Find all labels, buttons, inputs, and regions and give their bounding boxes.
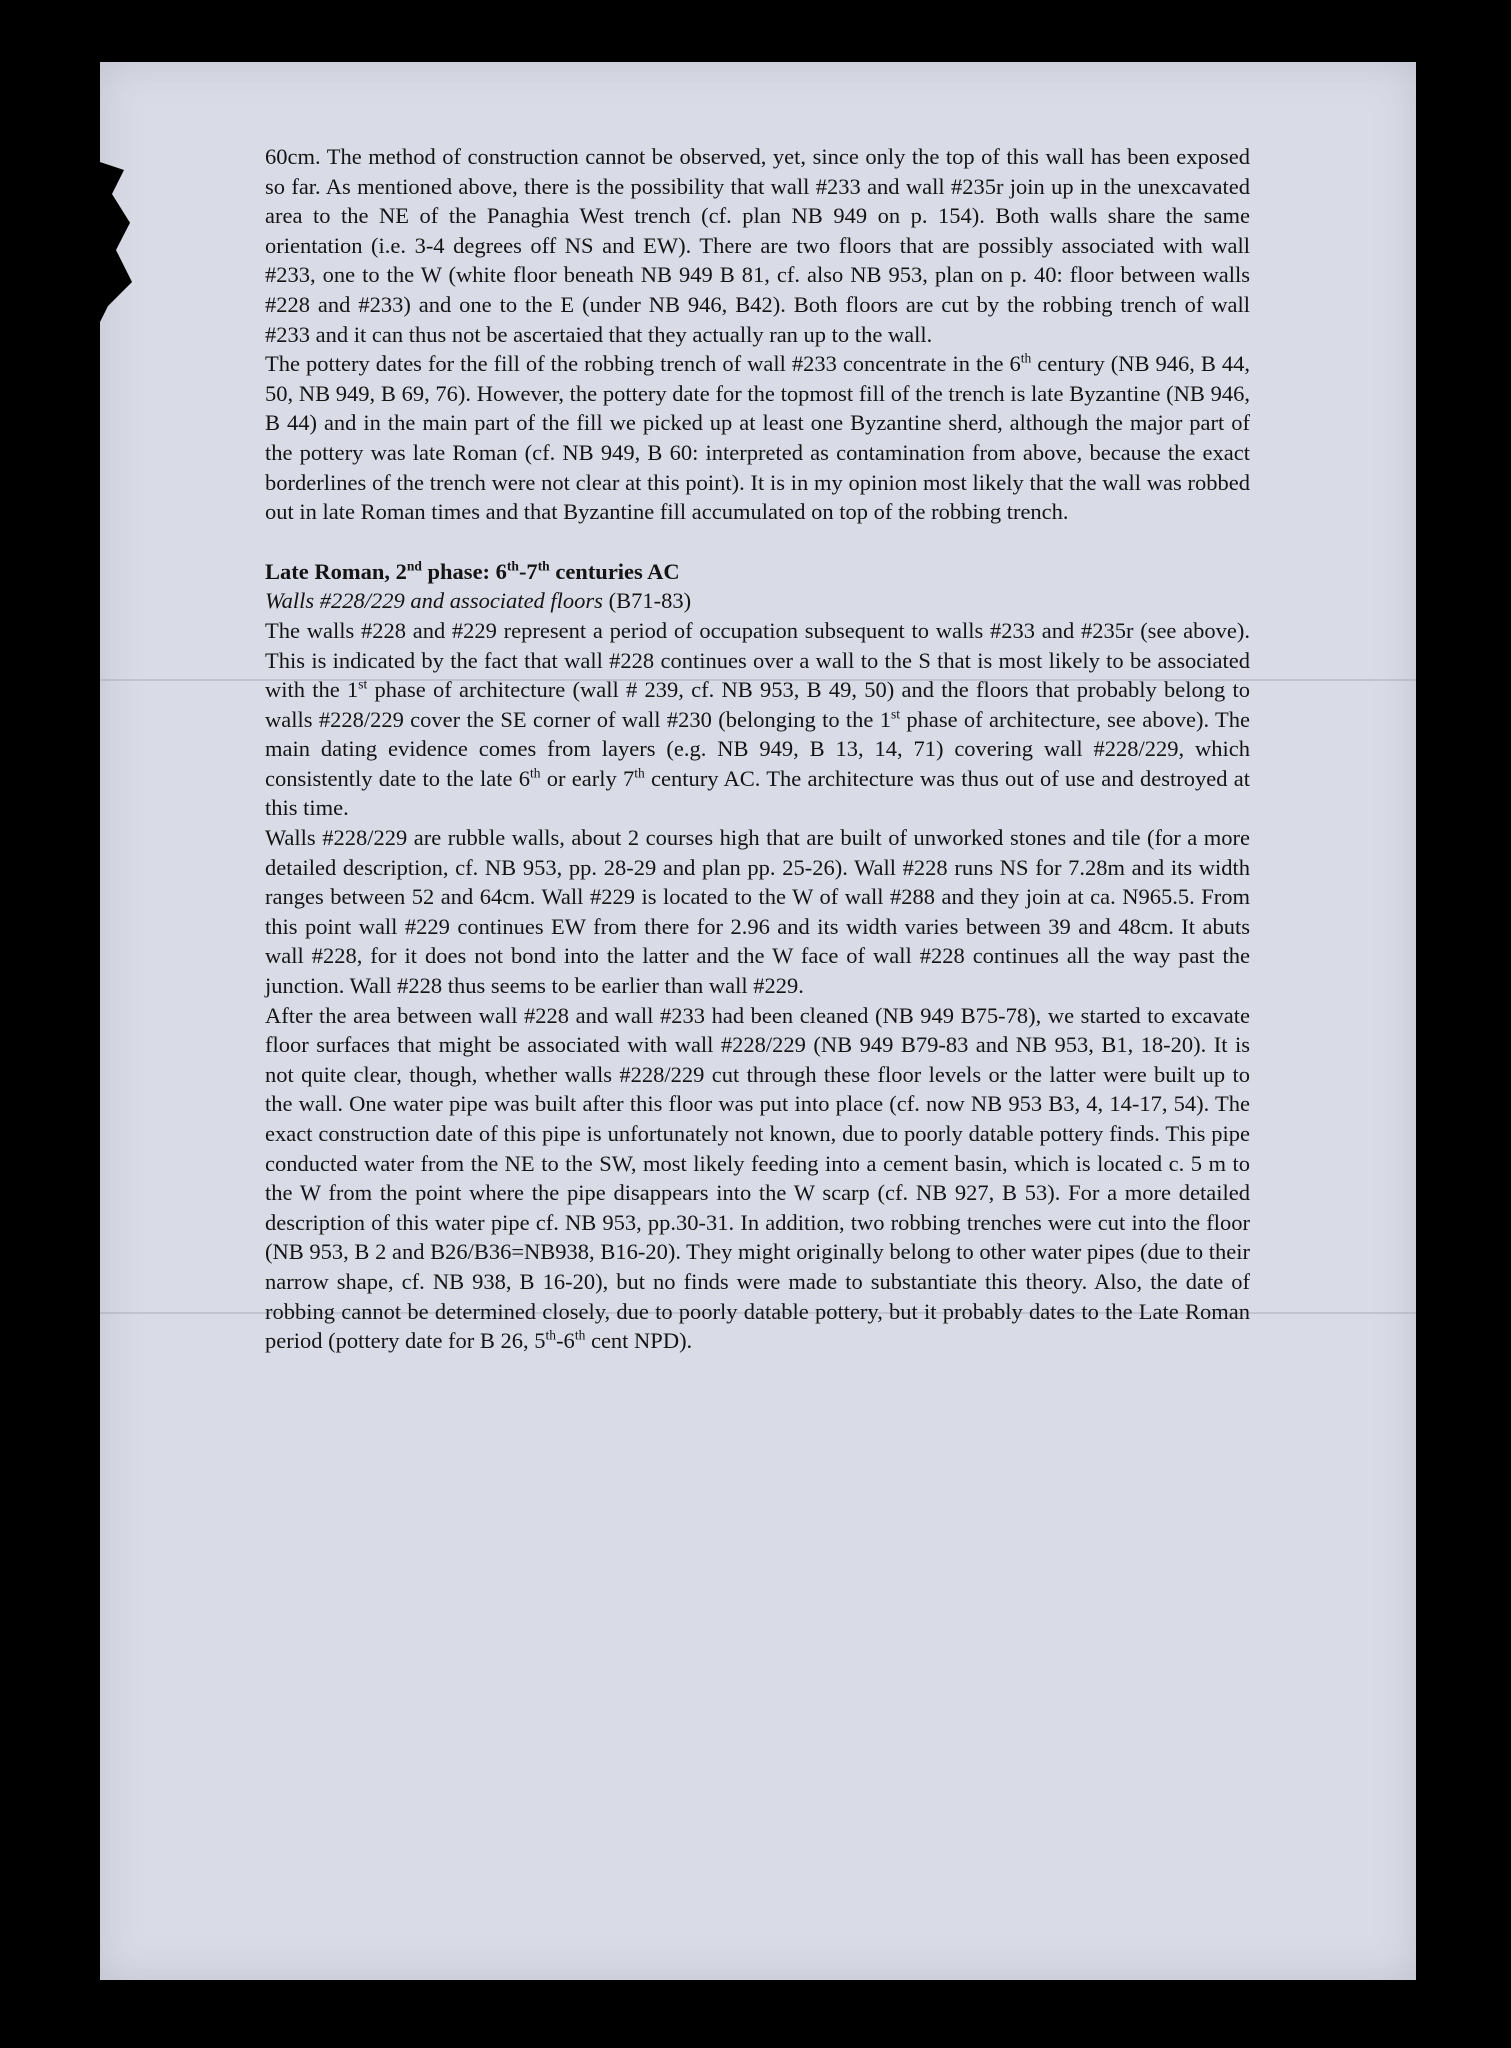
paragraph-3	[265, 616, 1250, 823]
heading-text-c: -7	[518, 558, 538, 584]
superscript: th	[574, 1327, 586, 1343]
paragraph-5	[265, 1001, 1250, 1356]
superscript: th	[530, 765, 541, 781]
paragraph-5-text-c: cent NPD).	[585, 1328, 693, 1354]
superscript: th	[545, 1327, 557, 1343]
paragraph-5-text-b: -6	[556, 1328, 575, 1354]
heading-text-a: Late Roman, 2	[265, 558, 407, 584]
subheading-range: (B71-83)	[602, 588, 692, 614]
paragraph-5-text-a: After the area between wall #228 and wall #233 had been cleaned (NB 949 B75-78), we started to excavate floor surfaces that might be associated with wall #228/229 (NB 949 B79-83 and NB 953, B1, 18-20). It is not quite clear, though, whether walls #228/229 cut through these floor levels or the latter were built up to the wall. One water pipe was built after this floor was put into place (cf. now NB 953 B3, 4, 14-17, 54). The exact construction date of this pipe is unfortunately not known, due to poorly datable pottery finds. This pipe conducted water from the NE to the SW, most likely feeding into a cement basin, which is located c. 5 m to the W from the point where the pipe disappears into the W scarp (cf. NB 927, B 53). For a more detailed description of this water pipe cf. NB 953, pp.30-31. In addition, two robbing trenches were cut into the floor (NB 953, B 2 and B26/B36=NB938, B16-20). They might originally belong to other water pipes (due to their narrow shape, cf. NB 938, B 16-20), but no finds were made to substantiate this theory. Also, the date of robbing cannot be determined closely, due to poorly datable pottery, but it probably dates to the Late Roman period (pottery date for B 26, 5	[265, 1002, 1250, 1354]
paragraph-3-text-c: phase of architecture, see above). The main dating evidence comes from layers (e.g. NB 949, B 13, 14, 71) covering wall #228/229, which consistently date to the late 6	[265, 706, 1250, 791]
paragraph-2	[265, 349, 1250, 527]
section-gap	[265, 527, 1250, 557]
heading-text-b: phase: 6	[421, 558, 507, 584]
paragraph-3-text-a: The walls #228 and #229 represent a period of occupation subsequent to walls #233 and #235r (see above). This is indicated by the fact that wall #228 continues over a wall to the S that is most likely to be associated with the 1	[265, 617, 1250, 703]
paragraph-3-text-e: century AC. The architecture was thus out of use and destroyed at this time.	[265, 765, 1250, 821]
document-body	[265, 142, 1250, 1356]
paragraph-3-text-d: or early 7	[540, 765, 635, 791]
paragraph-3-text-b: phase of architecture (wall # 239, cf. NB 953, B 49, 50) and the floors that probably belong to walls #228/229 cover the SE corner of wall #230 (belonging to the 1	[265, 677, 1250, 732]
paragraph-1: 60cm. The method of construction cannot be observed, yet, since only the top of this wall has been exposed so far. As mentioned above, there is the possibility that wall #233 and wall #235r join up in the unexcavated area to the NE of the Panaghia West trench (cf. plan NB 949 on p. 154). Both walls share the same orientation (i.e. 3-4 degrees off NS and EW). There are two floors that are possibly associated with wall #233, one to the W (white floor beneath NB 949 B 81, cf. also NB 953, plan on p. 40: floor between walls #228 and #233) and one to the E (under NB 946, B42). Both floors are cut by the robbing trench of wall #233 and it can thus not be ascertaied that they actually ran up to the wall.	[265, 144, 1250, 347]
torn-corner	[100, 162, 140, 322]
superscript: th	[537, 558, 550, 574]
heading-text-d: centuries AC	[549, 558, 680, 584]
superscript: th	[634, 765, 645, 781]
superscript: nd	[406, 558, 422, 574]
paragraph-2-text-a: The pottery dates for the fill of the robbing trench of wall #233 concentrate in the 6	[265, 351, 1021, 377]
superscript: st	[891, 706, 901, 722]
section-heading	[265, 557, 1250, 587]
superscript: th	[506, 558, 519, 574]
superscript: th	[1020, 350, 1032, 366]
paragraph-2-text-b: century (NB 946, B 44, 50, NB 949, B 69, 76). However, the pottery date for the topmost fill of the trench is late Byzantine (NB 946, B 44) and in the main part of the fill we picked up at least one Byzantine sherd, although the major part of the pottery was late Roman (cf. NB 949, B 60: interpreted as contamination from above, because the exact borderlines of the trench were not clear at this point). It is in my opinion most likely that the wall was robbed out in late Roman times and that Byzantine fill accumulated on top of the robbing trench.	[265, 351, 1250, 525]
section-subheading	[265, 586, 1250, 616]
paragraph-4: Walls #228/229 are rubble walls, about 2 courses high that are built of unworked stones and tile (for a more detailed description, cf. NB 953, pp. 28-29 and plan pp. 25-26). Wall #228 runs NS for 7.28m and its width ranges between 52 and 64cm. Wall #229 is located to the W of wall #288 and they join at ca. N965.5. From this point wall #229 continues EW from there for 2.96 and its width varies between 39 and 48cm. It abuts wall #228, for it does not bond into the latter and the W face of wall #228 continues all the way past the junction. Wall #228 thus seems to be earlier than wall #229.	[265, 825, 1250, 999]
superscript: st	[358, 676, 368, 692]
subheading-italic: Walls #228/229 and associated floors	[265, 588, 603, 614]
